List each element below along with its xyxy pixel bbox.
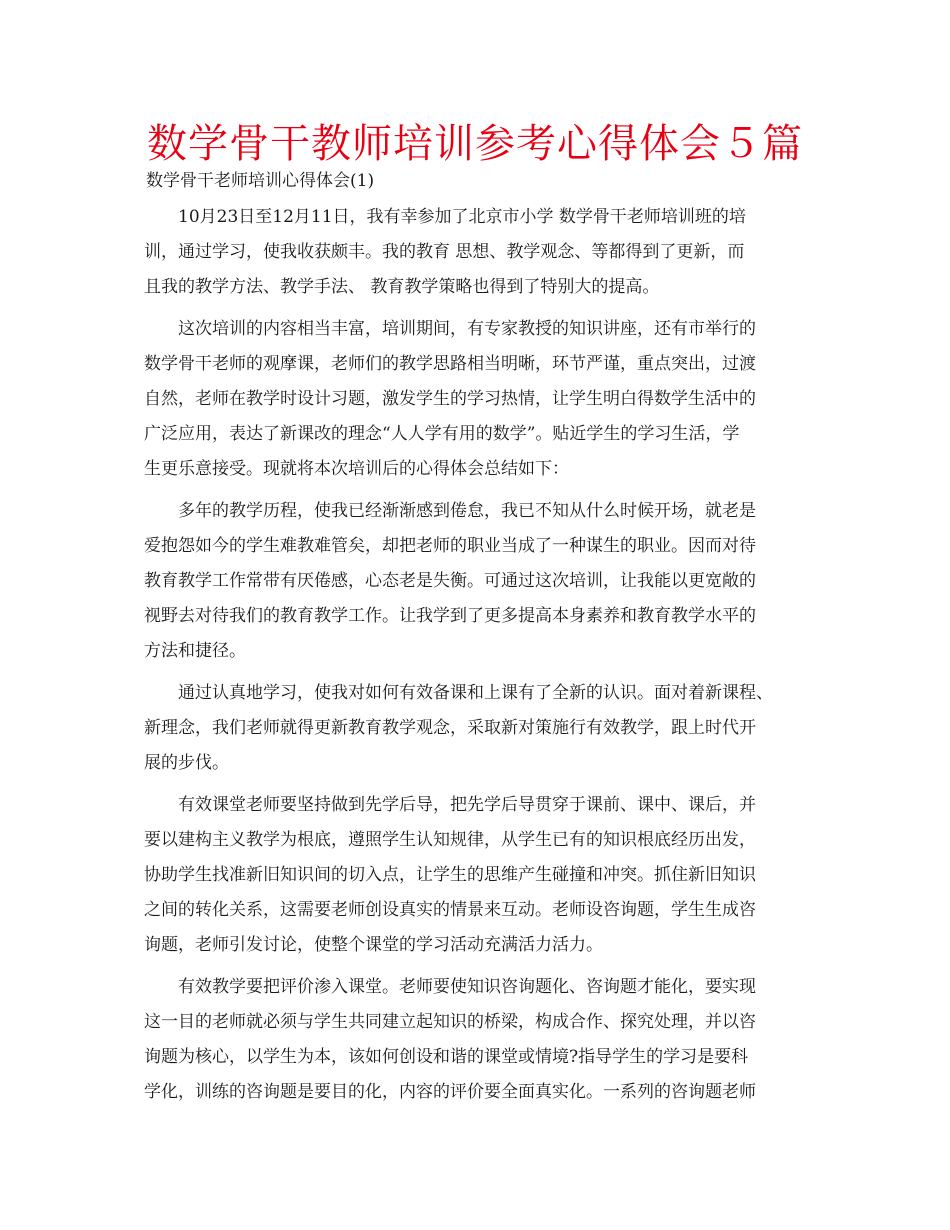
paragraph-line: 生更乐意接受。现就将本次培训后的心得体会总结如下： (144, 459, 569, 479)
paragraph-line: 自然，老师在教学时设计习题，激发学生的学习热情，让学生明白得数学生活中的 (144, 389, 756, 409)
paragraph-line: 方法和捷径。 (144, 641, 246, 661)
paragraph-line: 10月23日至12月11日，我有幸参加了北京市小学 数学骨干老师培训班的培 (178, 207, 746, 227)
paragraph (144, 788, 820, 963)
paragraph-line: 学化，训练的咨询题是要目的化，内容的评价要全面真实化。一系列的咨询题老师 (144, 1082, 756, 1102)
paragraph (144, 200, 820, 305)
paragraph (144, 494, 820, 669)
paragraph (144, 970, 820, 1110)
paragraph-line: 视野去对待我们的教育教学工作。让我学到了更多提高本身素养和教育教学水平的 (144, 606, 756, 626)
paragraph-line: 且我的教学方法、教学手法、 教育教学策略也得到了特别大的提高。 (144, 277, 660, 297)
paragraph-line: 之间的转化关系，这需要老师创设真实的情景来互动。老师设咨询题，学生生成咨 (144, 900, 756, 920)
paragraph-line: 有效教学要把评价渗入课堂。老师要使知识咨询题化、咨询题才能化，要实现 (178, 977, 756, 997)
paragraph-line: 教育教学工作常带有厌倦感，心态老是失衡。可通过这次培训，让我能以更宽敞的 (144, 571, 756, 591)
paragraph-line: 要以建构主义教学为根底，遵照学生认知规律，从学生已有的知识根底经历出发， (144, 830, 756, 850)
document-body (144, 200, 820, 1117)
document-subtitle: 数学骨干老师培训心得体会(1) (146, 171, 375, 191)
paragraph-line: 展的步伐。 (144, 753, 229, 773)
paragraph-line: 爱抱怨如今的学生难教难管矣，却把老师的职业当成了一种谋生的职业。因而对待 (144, 536, 756, 556)
paragraph-line: 这次培训的内容相当丰富，培训期间，有专家教授的知识讲座，还有市举行的 (178, 319, 756, 339)
paragraph-line: 询题为核心，以学生为本，该如何创设和谐的课堂或情境?指导学生的学习是要科 (144, 1047, 749, 1067)
paragraph-line: 训，通过学习，使我收获颇丰。我的教育 思想、教学观念、等都得到了更新，而 (144, 242, 745, 262)
paragraph-line: 数学骨干老师的观摩课，老师们的教学思路相当明晰，环节严谨，重点突出，过渡 (144, 354, 756, 374)
document-title: 数学骨干教师培训参考心得体会５篇 (147, 121, 803, 167)
paragraph-line: 广泛应用，表达了新课改的理念“人人学有用的数学”。贴近学生的学习生活，学 (144, 424, 740, 444)
paragraph (144, 312, 820, 487)
paragraph-line: 多年的教学历程，使我已经渐渐感到倦怠，我已不知从什么时候开场，就老是 (178, 501, 756, 521)
paragraph (144, 676, 820, 781)
paragraph-line: 这一目的老师就必须与学生共同建立起知识的桥梁，构成合作、探究处理，并以咨 (144, 1012, 756, 1032)
paragraph-line: 有效课堂老师要坚持做到先学后导，把先学后导贯穿于课前、课中、课后，并 (178, 795, 756, 815)
paragraph-line: 询题，老师引发讨论，使整个课堂的学习活动充满活力活力。 (144, 935, 603, 955)
paragraph-line: 通过认真地学习，使我对如何有效备课和上课有了全新的认识。面对着新课程、 (178, 683, 773, 703)
paragraph-line: 协助学生找准新旧知识间的切入点，让学生的思维产生碰撞和冲突。抓住新旧知识 (144, 865, 756, 885)
paragraph-line: 新理念，我们老师就得更新教育教学观念，采取新对策施行有效教学，跟上时代开 (144, 718, 756, 738)
